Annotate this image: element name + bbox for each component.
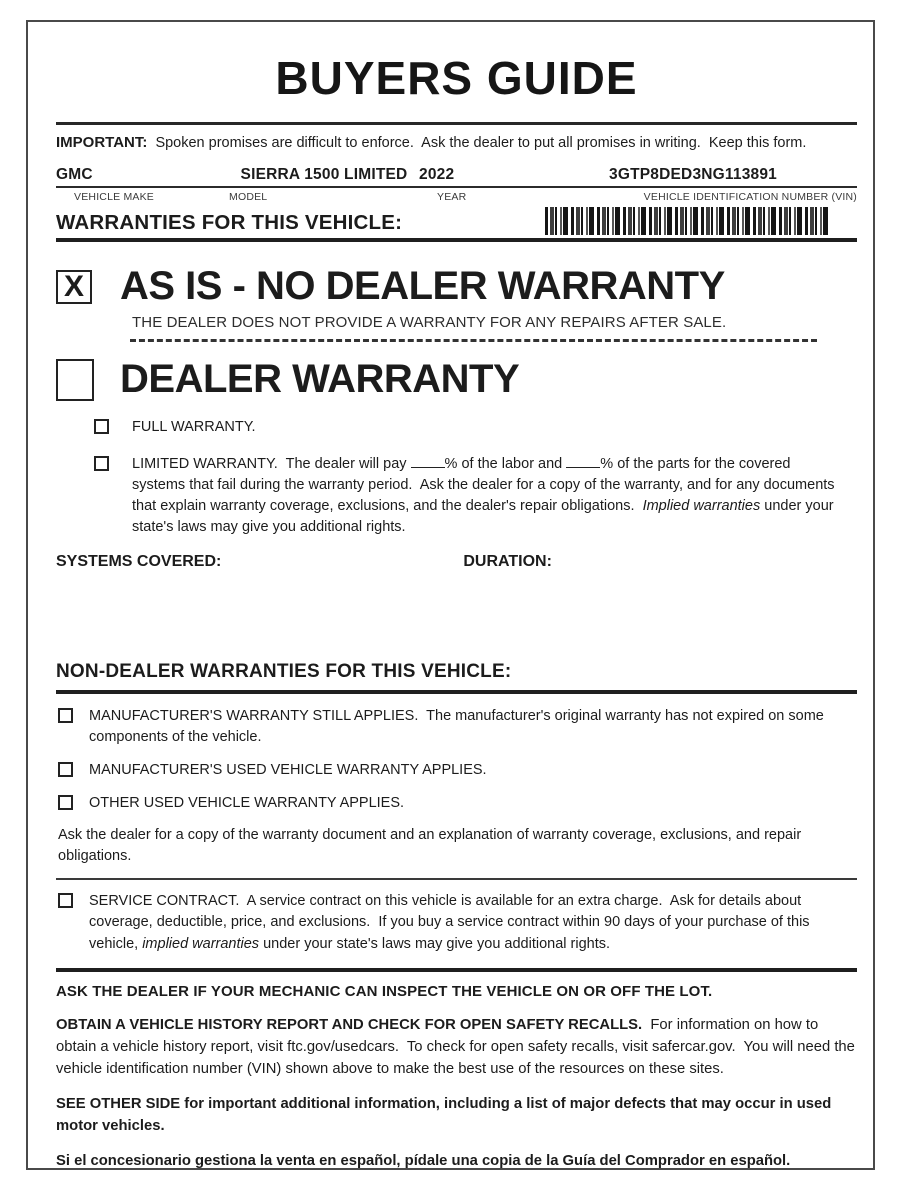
mechanic-inspect-line: ASK THE DEALER IF YOUR MECHANIC CAN INSPECT THE VEHICLE ON OR OFF THE LOT. <box>56 982 713 1000</box>
checkbox-manufacturer-used-warranty[interactable] <box>58 762 73 777</box>
other-used-warranty-row <box>58 793 857 814</box>
limited-text-1: LIMITED WARRANTY. The dealer will pay <box>132 456 411 473</box>
non-dealer-heading: NON-DEALER WARRANTIES FOR THIS VEHICLE: <box>56 661 857 694</box>
limited-text-2: % of the labor and <box>444 456 567 473</box>
duration-label: DURATION: <box>463 553 552 571</box>
divider <box>56 968 857 972</box>
limited-text-4: under your state's laws may give you additional rights. <box>132 498 838 536</box>
manufacturer-warranty-row <box>58 706 857 748</box>
important-notice <box>56 134 857 151</box>
vehicle-year-label: YEAR <box>437 191 467 204</box>
systems-duration-row <box>56 553 857 571</box>
vehicle-model-label: MODEL <box>229 191 268 204</box>
parts-percent-blank[interactable] <box>566 454 600 468</box>
limited-warranty-row <box>94 454 857 538</box>
service-contract-text-1: SERVICE CONTRACT. A service contract on this vehicle is available for an extra charge. Ask for details about coverage, deductible, price, and exclusions. If you buy a service contract within 90 days of your purchase of this vehicle, <box>89 893 814 952</box>
checkbox-full-warranty[interactable] <box>94 419 109 434</box>
vehicle-model-value: SIERRA 1500 LIMITED <box>240 166 408 184</box>
checkbox-other-used-warranty[interactable] <box>58 795 73 810</box>
full-warranty-label: FULL WARRANTY. <box>132 419 256 436</box>
checkbox-limited-warranty[interactable] <box>94 456 109 471</box>
checkbox-dealer-warranty[interactable] <box>56 359 94 401</box>
as-is-subtitle: THE DEALER DOES NOT PROVIDE A WARRANTY FOR ANY REPAIRS AFTER SALE. <box>132 314 727 332</box>
important-label: IMPORTANT: <box>56 134 148 152</box>
spanish-notice: Si el concesionario gestiona la venta en español, pídale una copia de la Guía del Comprador en español. <box>56 1152 791 1169</box>
manufacturer-used-warranty-row <box>58 760 857 781</box>
divider <box>56 878 857 880</box>
manufacturer-used-warranty-text: MANUFACTURER'S USED VEHICLE WARRANTY APPLIES. <box>89 762 487 779</box>
vehicle-info-labels <box>56 191 857 203</box>
page-title: BUYERS GUIDE <box>275 52 638 104</box>
history-report-rest: For information on how to obtain a vehicle history report, visit ftc.gov/usedcars. To check for open safety recalls, visit safercar.gov. You will need the vehicle identification number (VIN) shown above to make the best use of the resources on these sites. <box>56 1016 860 1077</box>
see-other-side-paragraph: SEE OTHER SIDE for important additional information, including a list of major defects that may occur in used motor vehicles. <box>56 1096 836 1134</box>
divider <box>56 238 857 242</box>
history-report-lead: OBTAIN A VEHICLE HISTORY REPORT AND CHECK FOR OPEN SAFETY RECALLS. <box>56 1016 643 1033</box>
warranty-document-note: Ask the dealer for a copy of the warranty document and an explanation of warranty coverage, exclusions, and repair obligations. <box>58 827 806 865</box>
dashed-divider <box>130 339 817 342</box>
checkbox-manufacturer-warranty[interactable] <box>58 708 73 723</box>
limited-warranty-text <box>132 454 844 538</box>
dealer-warranty-title: DEALER WARRANTY <box>120 357 520 402</box>
vehicle-vin-label: VEHICLE IDENTIFICATION NUMBER (VIN) <box>643 191 857 204</box>
implied-warranties-italic: implied warranties <box>142 935 260 952</box>
dealer-warranty-section <box>56 357 857 402</box>
buyers-guide-form <box>26 20 875 1170</box>
limited-text-3: % of the parts for the covered systems that fail during the warranty period. Ask the dealer for a copy of the warranty, and for any documents that explain warranty coverage, exclusions, and the dealer's repair obligations. <box>132 456 839 515</box>
service-contract-text-2: under your state's laws may give you additional rights. <box>259 935 611 952</box>
divider <box>56 122 857 125</box>
as-is-section <box>56 264 857 309</box>
systems-covered-label: SYSTEMS COVERED: <box>56 553 222 571</box>
service-contract-text <box>89 891 834 954</box>
vehicle-year-value: 2022 <box>419 166 455 184</box>
vehicle-make-label: VEHICLE MAKE <box>74 191 155 204</box>
important-text: Spoken promises are difficult to enforce. Ask the dealer to put all promises in writing. Keep this form. <box>147 135 807 152</box>
labor-percent-blank[interactable] <box>411 454 445 468</box>
full-warranty-row <box>94 417 857 438</box>
warranties-heading: WARRANTIES FOR THIS VEHICLE: <box>56 211 403 235</box>
checkbox-as-is[interactable]: X <box>56 270 92 304</box>
vin-barcode <box>545 207 829 235</box>
manufacturer-warranty-text: MANUFACTURER'S WARRANTY STILL APPLIES. The manufacturer's original warranty has not expired on some components of the vehicle. <box>89 708 828 746</box>
warranties-heading-row <box>56 207 857 238</box>
implied-warranties-italic: Implied warranties <box>642 498 761 515</box>
history-report-paragraph <box>56 1014 860 1081</box>
systems-covered-blank-area[interactable] <box>56 571 857 661</box>
vehicle-vin-value: 3GTP8DED3NG113891 <box>609 166 777 184</box>
service-contract-row <box>58 891 857 954</box>
other-used-warranty-text: OTHER USED VEHICLE WARRANTY APPLIES. <box>89 795 405 812</box>
checkbox-service-contract[interactable] <box>58 893 73 908</box>
vehicle-info-values <box>56 166 857 188</box>
as-is-title: AS IS - NO DEALER WARRANTY <box>120 264 725 309</box>
vehicle-make-value: GMC <box>56 166 93 184</box>
